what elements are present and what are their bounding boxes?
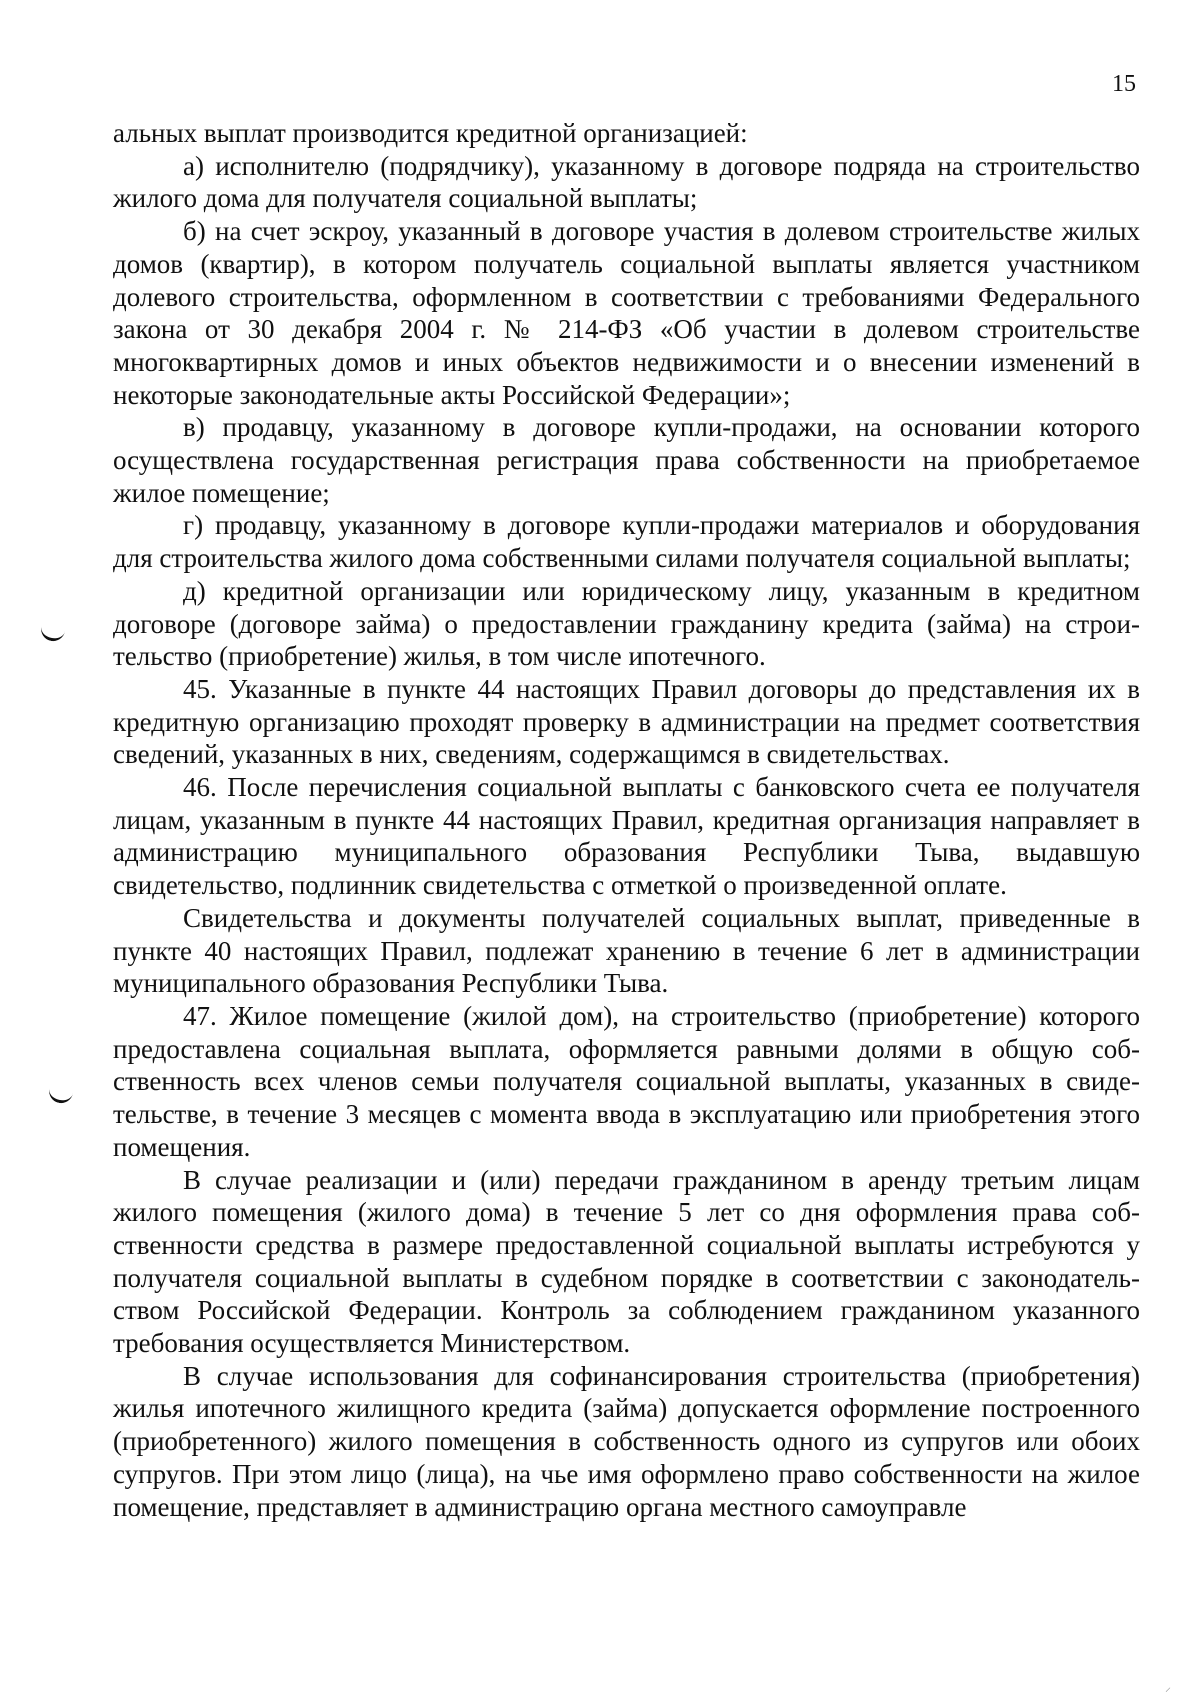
paragraph-continuation: альных выплат производится кредитной организацией: [113,118,748,148]
paragraph-item-g: г) продавцу, указанному в договоре купли-продажи материалов и оборудования для строительства жилого дома собственными силами получателя социальной выплаты; [113,510,1140,574]
paragraph-item-v: в) продавцу, указанному в договоре купли-продажи, на основании которого осуществлена государственная регистрация права собственности на приобретаемое жилое помещение; [113,412,1140,508]
paragraph-documents-storage: Свидетельства и документы получателей социальных выплат, приведенные в пункте 40 настоящих Правил, подлежат хранению в течение 6 лет в администрации муниципального образования Республики Тыва. [113,902,1140,999]
margin-pen-mark [39,626,65,644]
paragraph-45: 45. Указанные в пункте 44 настоящих Правил договоры до представления их в кредитную организацию проходят проверку в администрации на предмет соответствия сведений, указанных в них, сведениям, содержащимся в свидетельствах. [113,673,1140,770]
document-body [113,117,1140,1523]
paragraph-46: 46. После перечисления социальной выплаты с банковского счета ее получателя лицам, указанным в пункте 44 настоящих Правил, кредитная организация направляет в администрацию муниципального образования Республики Тыва, выдавшую свидетельство, подлинник свидетельства с отметкой о произведенной оплате. [113,772,1140,901]
paragraph-mortgage: В случае использования для софинансирования строительства (приобретения) жилья ипотечного жилищного кредита (займа) допускается оформление построенного (приобретенного) жилого помещения в собственность одного из супругов или обоих супругов. При этом лицо (лица), на чье имя оформлено право собственности на жилое помещение, представляет в администрацию органа местного самоуправле [113,1360,1140,1522]
paragraph-item-a: а) исполнителю (подрядчику), указанному в договоре подряда на строительство жилого дома для получателя социальной выплаты; [113,150,1140,214]
page-number: 15 [1112,71,1136,97]
margin-pen-mark [47,1088,73,1106]
paragraph-sale-or-lease: В случае реализации и (или) передачи гражданином в аренду третьим лицам жилого помещения (жилого дома) в течение 5 лет со дня оформления права собственности средства в размере предоставленной социальной выплаты истребуются у получателя социальной выплаты в судебном порядке в соответствии с законодательством Российской Федерации. Контроль за соблюдением гражданином указанного требования осуществляется Министерством. [113,1164,1140,1359]
paragraph-item-b: б) на счет эскроу, указанный в договоре участия в долевом строительстве жилых домов (квартир), в котором получатель социальной выплаты является участником долевого строительства, оформленном в соответствии с требованиями Федерального закона от 30 декабря 2004 г. № 214-ФЗ «Об участии в долевом строительстве многоквартирных домов и иных объектов недвижимости и о внесении изменений в некоторые законодательные акты Российской Федерации»; [113,216,1140,410]
scan-smudge: ⸝ [1165,1680,1172,1694]
paragraph-item-d: д) кредитной организации или юридическому лицу, указанным в кредитном договоре (договоре займа) о предоставлении гражданину кредита (займа) на строительство (приобретение) жилья, в том числе ипотечного. [113,575,1140,672]
paragraph-47: 47. Жилое помещение (жилой дом), на строительство (приобретение) которого предоставлена социальная выплата, оформляется равными долями в общую собственность всех членов семьи получателя социальной выплаты, указанных в свидетельстве, в течение 3 месяцев с момента ввода в эксплуатацию или приобретения этого помещения. [113,1000,1140,1162]
